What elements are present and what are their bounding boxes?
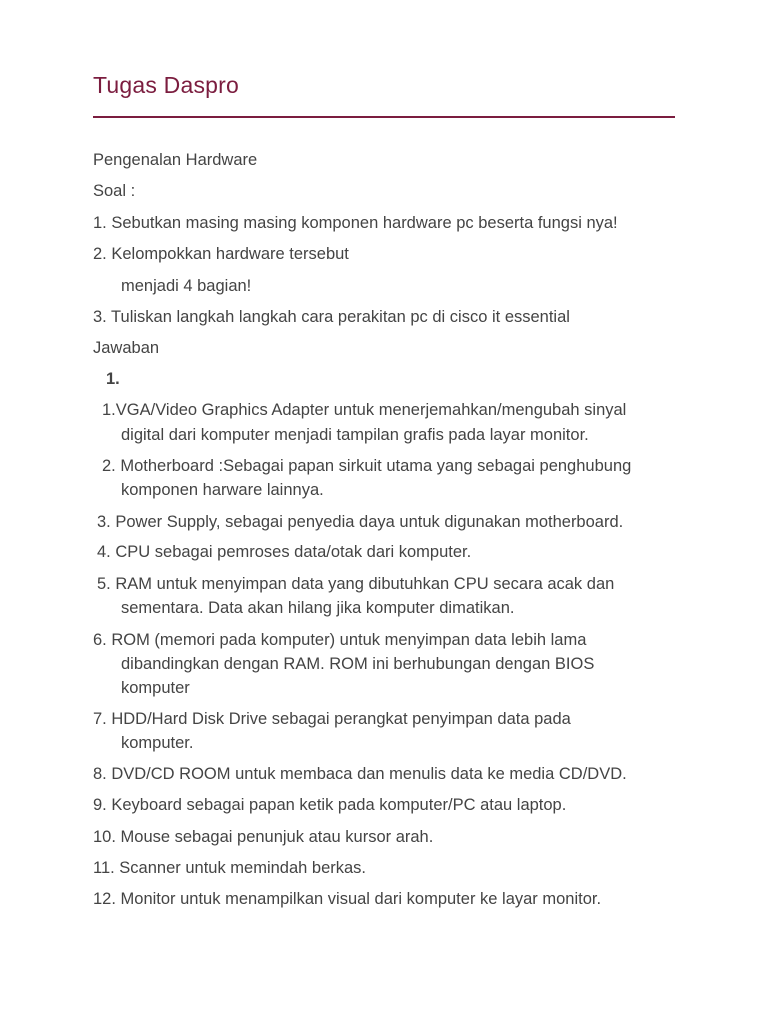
answer-continuation: komputer xyxy=(121,679,190,697)
answer-item: 7. HDD/Hard Disk Drive sebagai perangkat penyimpan data pada xyxy=(93,710,571,728)
answer-item: 6. ROM (memori pada komputer) untuk menyimpan data lebih lama xyxy=(93,631,587,649)
answer-continuation: digital dari komputer menjadi tampilan grafis pada layar monitor. xyxy=(121,426,589,444)
answer-item: 3. Power Supply, sebagai penyedia daya untuk digunakan motherboard. xyxy=(97,513,624,531)
answer-continuation: komponen harware lainnya. xyxy=(121,481,324,499)
answer-continuation: komputer. xyxy=(121,734,194,752)
answer-item: 4. CPU sebagai pemroses data/otak dari komputer. xyxy=(97,543,472,561)
question-item-continuation: menjadi 4 bagian! xyxy=(121,277,252,295)
answer-continuation: sementara. Data akan hilang jika komputer dimatikan. xyxy=(121,599,515,617)
answer-item: 2. Motherboard :Sebagai papan sirkuit utama yang sebagai penghubung xyxy=(102,457,632,475)
answer-item: 5. RAM untuk menyimpan data yang dibutuhkan CPU secara acak dan xyxy=(97,575,615,593)
answer-text: 1.VGA/Video Graphics Adapter untuk menerjemahkan/mengubah sinyal xyxy=(102,401,627,419)
document-title: Tugas Daspro xyxy=(93,72,240,98)
question-item: 3. Tuliskan langkah langkah cara perakitan pc di cisco it essential xyxy=(93,308,570,326)
answer-item: 10. Mouse sebagai penunjuk atau kursor arah. xyxy=(93,828,434,846)
answer-item: 9. Keyboard sebagai papan ketik pada komputer/PC atau laptop. xyxy=(93,796,567,814)
answer-item: 11. Scanner untuk memindah berkas. xyxy=(93,859,367,877)
question-item: 1. Sebutkan masing masing komponen hardware pc beserta fungsi nya! xyxy=(93,214,618,232)
answer-number: 1. xyxy=(106,370,120,388)
section-heading: Pengenalan Hardware xyxy=(93,151,258,169)
title-divider xyxy=(93,116,675,118)
answer-item: 12. Monitor untuk menampilkan visual dari komputer ke layar monitor. xyxy=(93,890,602,908)
question-item: 2. Kelompokkan hardware tersebut xyxy=(93,245,349,263)
answer-item xyxy=(102,398,626,422)
answer-item: 8. DVD/CD ROOM untuk membaca dan menulis data ke media CD/DVD. xyxy=(93,765,627,783)
soal-label: Soal : xyxy=(93,182,136,200)
answer-continuation: dibandingkan dengan RAM. ROM ini berhubungan dengan BIOS xyxy=(121,655,595,673)
jawaban-label: Jawaban xyxy=(93,339,160,357)
